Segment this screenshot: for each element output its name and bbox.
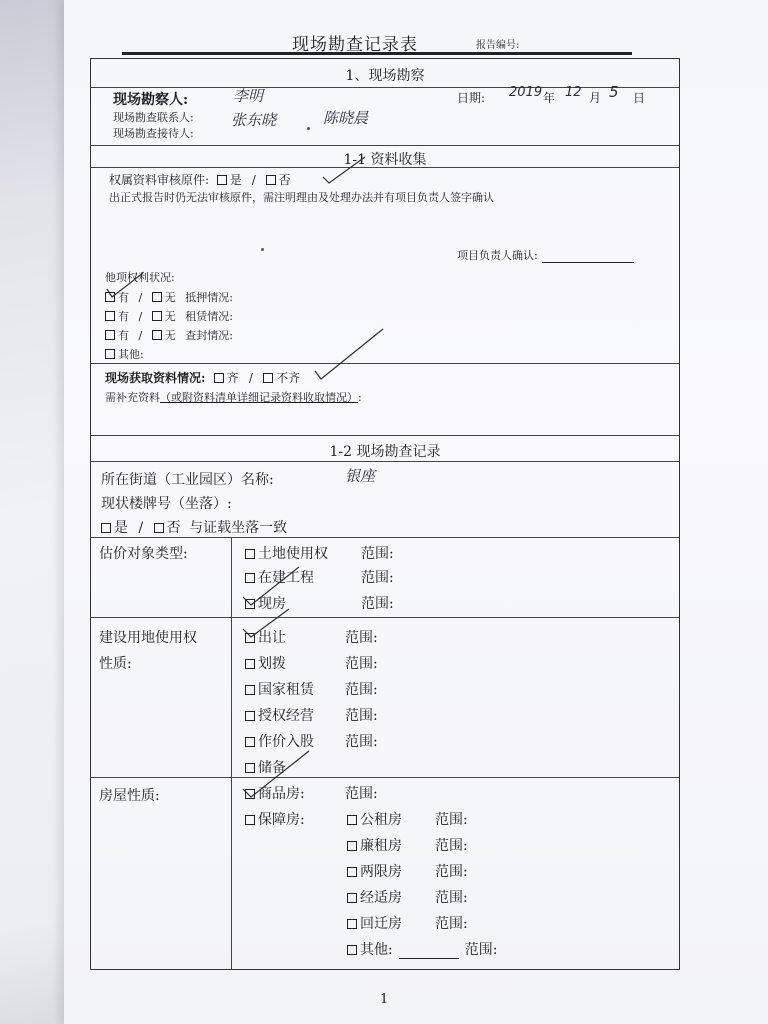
date-month[interactable]: 12 [565,85,582,100]
date-month-unit: 月 [589,91,602,105]
low-rent-checkbox[interactable] [347,841,357,851]
object-type-construction: 在建工程 [245,567,314,587]
other-house-checkbox[interactable] [347,945,357,955]
seizure-yes-checkbox[interactable] [105,330,115,340]
mortgage-yes-checkbox[interactable] [105,292,115,302]
divider [91,617,679,618]
allocation-checkbox[interactable] [245,659,255,669]
incomplete-checkbox[interactable] [263,373,273,383]
checkmark-icon [319,155,369,185]
receiver-label: 现场勘查接待人: [113,127,194,140]
stray-dot [261,248,264,251]
relocation-housing-checkbox[interactable] [347,919,357,929]
range-label: 范围: [345,734,378,750]
ownership-review-label: 权属资料审核原件: 是 / 否 [109,173,291,187]
land-use-state-lease: 国家租赁 [245,679,314,699]
land-use-label: 建设用地使用权 [99,630,197,646]
divider [91,777,679,778]
object-type-label: 估价对象类型: [99,546,188,562]
lease-row: 有 / 无 租赁情况: [105,308,233,324]
range-label: 范围: [435,812,468,828]
date-label: 日期: [457,91,486,105]
state-lease-checkbox[interactable] [245,685,255,695]
other-rights-label: 他项权利状况: [105,271,175,284]
checkmark-icon [313,327,385,381]
section-1-heading: 1、现场勘察 [345,68,425,84]
inspector-value[interactable]: 李明 [233,87,264,105]
title-rule [122,52,632,55]
divider [91,363,679,364]
lease-yes-checkbox[interactable] [105,311,115,321]
divider [91,435,679,436]
report-number-label: 报告编号: [476,40,520,51]
date-year-unit: 年 [543,91,556,105]
plate-label: 现状楼牌号（坐落）: [101,496,232,512]
range-label: 范围: [345,708,378,724]
land-use-allocation: 划拨 [245,653,286,673]
contact-value[interactable]: 张东晓 [231,111,277,129]
contact-label: 现场勘查联系人: [113,111,194,124]
section-1-2-heading: 1-2 现场勘查记录 [329,444,441,460]
land-use-equity: 作价入股 [245,731,314,751]
authorized-operation-checkbox[interactable] [245,711,255,721]
divider [91,167,679,168]
land-use-authorized: 授权经营 [245,705,314,725]
lease-no-checkbox[interactable] [152,311,162,321]
other-rights-checkbox[interactable] [105,349,115,359]
plate-consistency-row: 是 / 否 与证载坐落一致 [101,517,287,537]
divider [91,537,679,538]
equity-investment-checkbox[interactable] [245,737,255,747]
range-label: 范围: [345,786,378,802]
divider [91,461,679,462]
affordable-house-checkbox[interactable] [245,815,255,825]
checkmark-icon [241,565,301,607]
other-house-blank[interactable] [399,958,459,959]
range-label: 范围: [435,838,468,854]
mortgage-row: 有 / 无 抵押情况: [105,289,233,305]
divider [91,145,679,146]
other-house: 其他: 范围: [347,939,497,959]
public-rental: 公租房 [347,809,402,829]
land-use-right-checkbox[interactable] [245,549,255,559]
ownership-no-checkbox[interactable] [266,175,276,185]
economic: 经适房 [347,887,402,907]
date-day[interactable]: 5 [609,83,619,101]
ownership-note: 出正式报告时仍无法审核原件，需注明理由及处理办法并有项目负责人签字确认 [109,191,494,204]
plate-yes-checkbox[interactable] [101,523,111,533]
onsite-materials-row: 现场获取资料情况: 齐 / 不齐 [105,371,301,385]
commercial-house: 商品房: [245,783,305,803]
separator-dot [307,127,310,130]
section-1-1-heading: 1-1 资料收集 [343,152,427,168]
range-label: 范围: [435,890,468,906]
supplement-row: 需补充资料（或附资料清单详细记录资料收取情况）: [105,391,362,404]
date-day-unit: 日 [633,91,646,105]
range-label: 范围: [435,864,468,880]
date-year[interactable]: 2019 [509,85,543,100]
mortgage-no-checkbox[interactable] [152,292,162,302]
pm-confirm-label: 项目负责人确认: [457,247,634,263]
divider [91,87,679,88]
receiver-value[interactable]: 陈晓晨 [323,109,369,127]
relocation: 回迁房 [347,913,402,933]
range-label: 范围: [361,596,394,612]
pm-signature-blank[interactable] [542,262,634,263]
range-label: 范围: [345,630,378,646]
column-divider [231,537,232,969]
range-label: 范围: [361,546,394,562]
range-label: 范围: [345,682,378,698]
inspector-label: 现场勘察人: [113,92,189,108]
range-label: 范围: [345,656,378,672]
page-number: 1 [380,992,389,1007]
survey-form [90,58,680,970]
ownership-yes-checkbox[interactable] [217,175,227,185]
low-rent: 廉租房 [347,835,402,855]
object-type-land: 土地使用权 [245,543,328,563]
price-limited-checkbox[interactable] [347,867,357,877]
complete-checkbox[interactable] [214,373,224,383]
street-label: 所在街道（工业园区）名称: [101,472,274,488]
land-use-reserve: 储备 [245,757,286,777]
range-label: 范围: [435,916,468,932]
page-title: 现场勘查记录表 [292,35,418,55]
price-limited: 两限房 [347,861,402,881]
house-nature-label: 房屋性质: [99,788,160,804]
economic-housing-checkbox[interactable] [347,893,357,903]
other-rights-row: 其他: [105,346,144,362]
public-rental-checkbox[interactable] [347,815,357,825]
range-label: 范围: [361,570,394,586]
checkmark-icon [241,749,311,799]
affordable-house: 保障房: [245,809,305,829]
street-value[interactable]: 银座 [345,467,376,485]
land-use-label-2: 性质: [99,656,132,672]
land-use-transfer: 出让 [245,627,286,647]
checkmark-icon [241,607,291,641]
seizure-row: 有 / 无 查封情况: [105,327,233,343]
object-type-existing: 现房 [245,593,286,613]
seizure-no-checkbox[interactable] [152,330,162,340]
plate-no-checkbox[interactable] [154,523,164,533]
